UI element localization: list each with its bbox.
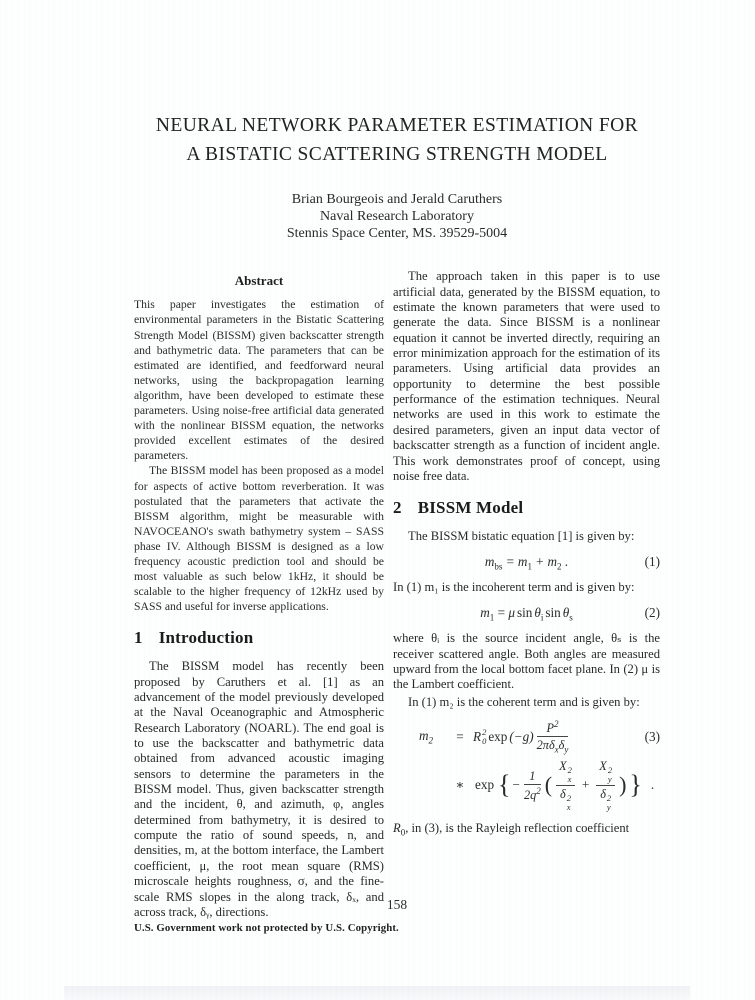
equation-3-row-2 bbox=[393, 759, 660, 812]
minus-sign: − bbox=[512, 777, 520, 793]
section-1-heading bbox=[134, 628, 384, 648]
math-token: δ bbox=[559, 786, 566, 801]
math-sup: 2 bbox=[567, 764, 572, 775]
equation-1 bbox=[393, 554, 660, 572]
math-sub: 0 bbox=[482, 735, 487, 746]
math-token: . bbox=[650, 777, 655, 793]
section-1-title: Introduction bbox=[158, 628, 254, 648]
math-supsub bbox=[607, 794, 611, 812]
math-body bbox=[473, 719, 571, 755]
abstract-paragraph-2: The BISSM model has been proposed as a model for aspects of active bottom reverberation. It was postulated that the parameters that activate the BISSM algorithm, might be measurable with NAVOCEANO's swath bathymetry system – SASS phase IV. Although BISSM is designed as a low frequency acoustic prediction tool and should be most valuable as such below 1kHz, it should be scalable to the higher frequency of 12kHz used by SASS and useful for inverse applications. bbox=[134, 464, 384, 614]
paragraph-text: , in (3), is the Rayleigh reflection coefficient bbox=[405, 820, 630, 835]
math-sub: bs bbox=[494, 561, 503, 572]
title-line-1: NEURAL NETWORK PARAMETER ESTIMATION FOR bbox=[155, 115, 639, 136]
equation-2-number: (2) bbox=[644, 605, 660, 621]
fraction bbox=[596, 759, 615, 812]
math-token: δ bbox=[600, 786, 606, 801]
math-token: sin bbox=[516, 604, 533, 620]
math-sup: 2 bbox=[566, 792, 571, 803]
math-sub: y bbox=[607, 773, 612, 784]
section-1-number: 1 bbox=[134, 628, 143, 648]
math-body bbox=[473, 759, 654, 812]
math-sup: 2 bbox=[554, 718, 559, 729]
fraction bbox=[537, 719, 569, 755]
math-sub: x bbox=[566, 801, 571, 812]
page-number: 158 bbox=[386, 897, 408, 912]
math-token: m bbox=[419, 728, 429, 744]
math-sub: y bbox=[564, 744, 569, 755]
model-paragraph-2: In (1) m₁ is the incoherent term and is given by: bbox=[393, 580, 635, 595]
column-right bbox=[393, 269, 660, 840]
affiliation-line: Naval Research Laboratory bbox=[320, 208, 474, 224]
right-brace: } bbox=[629, 770, 642, 800]
math-sub: s bbox=[569, 612, 573, 623]
section-2-number: 2 bbox=[393, 498, 402, 518]
model-paragraph-3: where θᵢ is the source incident angle, θₛ is the receiver scattered angle. Both angles are measured upward from the local bottom facet plane. In (2) μ is the Lambert coefficient. bbox=[393, 631, 660, 692]
fraction bbox=[524, 769, 541, 802]
copyright-footnote: U.S. Government work not protected by U.S. Copyright. bbox=[134, 922, 399, 934]
math-supsub bbox=[608, 766, 612, 784]
scan-artifact-bar bbox=[64, 986, 690, 1000]
math-token: 2πδ bbox=[536, 738, 555, 753]
math-token: R bbox=[393, 820, 401, 835]
math-token: θ bbox=[562, 604, 570, 620]
math-token: = bbox=[494, 604, 509, 620]
math-token: m bbox=[480, 604, 490, 620]
math-sub: 0 bbox=[400, 827, 406, 838]
address-line: Stennis Space Center, MS. 39529-5004 bbox=[286, 225, 508, 241]
abstract-paragraph-1: This paper investigates the estimation of environmental parameters in the Bistatic Scattering Strength Model (BISSM) given backscatter strength and bathymetric data. The parameters that can be estimated are identified, and feedforward neural networks, using the backpropagation learning algorithm, have been developed to estimate these parameters. Using noise-free artificial data generated with the nonlinear BISSM equation, the networks provided excellent estimates of the desired parameters. bbox=[134, 298, 384, 463]
left-brace: { bbox=[498, 770, 511, 800]
math-token: X bbox=[559, 758, 567, 773]
fraction-denominator bbox=[556, 786, 575, 812]
approach-paragraph: The approach taken in this paper is to use artificial data, generated by the BISSM equation, to estimate the known parameters that were used to generate the data. Since BISSM is a nonlinear equation it cannot be inverted directly, requiring an error minimization approach for the estimation of its parameters. Using artificial data provides an opportunity to determine the best possible performance of the estimation techniques. Neural networks are used in this work to estimate the desired parameters, given an input data vector of backscatter strength as a function of incident angle. This work demonstrates proof of concept, using noise free data. bbox=[393, 269, 660, 483]
math-token: + m bbox=[531, 553, 557, 569]
introduction-paragraph: The BISSM model has recently been proposed by Caruthers et al. [1] as an advancement of the model previously developed at the Naval Oceanographic and Atmospheric Research Laboratory (NOARL). The end goal is to use the backscatter and bathymetric data obtained from advanced acoustic imaging sensors to determine the parameters in the BISSM model. Thus, given backscatter strength and the incident, θ, and azimuth, φ, angles determined from bathymetry, it is desired to compute the ratio of sound speeds, n, and densities, m, at the bottom interface, the Lambert coefficient, μ, the root mean square (RMS) microscale heights roughness, σ, and the fine-scale RMS slopes in the along track, δₓ, and across track, δᵧ, directions. bbox=[134, 659, 384, 919]
right-paren: ) bbox=[619, 772, 627, 798]
math-token: exp bbox=[488, 728, 508, 744]
math-token: θ bbox=[534, 604, 541, 620]
fraction-numerator: 1 bbox=[524, 769, 541, 785]
model-paragraph-5 bbox=[393, 821, 660, 841]
math-token: P bbox=[546, 720, 555, 735]
two-column-body bbox=[134, 269, 660, 920]
plus-sign: + bbox=[581, 777, 590, 793]
equation-2 bbox=[393, 605, 660, 623]
math-token: (−g) bbox=[509, 728, 534, 744]
math-token: δ bbox=[558, 738, 565, 753]
math-supsub bbox=[567, 794, 571, 812]
math-token: μ bbox=[508, 604, 515, 620]
math-sub: x bbox=[567, 773, 572, 784]
column-left bbox=[134, 269, 384, 920]
math-sub: 1 bbox=[489, 612, 495, 623]
math-sub: y bbox=[606, 801, 611, 812]
fraction-denominator bbox=[537, 737, 569, 755]
fraction-numerator bbox=[556, 759, 575, 786]
math-token: exp bbox=[475, 777, 495, 793]
abstract-heading: Abstract bbox=[234, 273, 284, 289]
page-content bbox=[134, 112, 660, 920]
authors-line: Brian Bourgeois and Jerald Caruthers bbox=[291, 192, 503, 207]
title-line-2: A BISTATIC SCATTERING STRENGTH MODEL bbox=[186, 143, 608, 165]
section-2-heading bbox=[393, 498, 660, 518]
math-sub: i bbox=[540, 612, 544, 623]
fraction-denominator bbox=[524, 785, 541, 802]
equals-sign: = bbox=[456, 728, 464, 744]
fraction-denominator bbox=[596, 786, 615, 812]
math-token: m bbox=[484, 553, 495, 569]
math-token: R bbox=[473, 728, 482, 744]
author-block bbox=[134, 192, 660, 242]
left-paren: ( bbox=[544, 772, 553, 798]
math-supsub bbox=[482, 728, 486, 746]
math-sup: 2 bbox=[606, 792, 612, 803]
fraction-numerator bbox=[596, 759, 615, 786]
math-sub: x bbox=[554, 744, 559, 755]
math-sub: 1 bbox=[527, 561, 532, 572]
equation-3 bbox=[393, 719, 660, 812]
math-token: 2q bbox=[523, 787, 537, 802]
fraction-numerator bbox=[537, 719, 569, 737]
math-token: sin bbox=[545, 604, 561, 620]
math-token: X bbox=[599, 758, 607, 773]
math-token: = m bbox=[502, 553, 528, 569]
math-sub: 2 bbox=[557, 561, 562, 572]
star-operator: ∗ bbox=[455, 777, 465, 793]
math-sup: 2 bbox=[482, 726, 487, 737]
paper-title bbox=[134, 112, 660, 169]
math-supsub bbox=[568, 766, 572, 784]
math-sup: 2 bbox=[536, 785, 541, 796]
equation-3-row-1 bbox=[393, 719, 660, 755]
section-2-title: BISSM Model bbox=[417, 498, 524, 518]
fraction bbox=[556, 759, 575, 812]
math-lhs bbox=[419, 728, 447, 746]
model-paragraph-1: The BISSM bistatic equation [1] is given by: bbox=[408, 529, 635, 544]
equation-1-number: (1) bbox=[644, 554, 660, 570]
math-token: . bbox=[561, 553, 569, 569]
equation-3-number: (3) bbox=[644, 728, 660, 744]
math-sub: 2 bbox=[428, 735, 434, 746]
math-sup: 2 bbox=[607, 764, 613, 775]
model-paragraph-4: In (1) m₂ is the coherent term and is given by: bbox=[408, 694, 640, 709]
